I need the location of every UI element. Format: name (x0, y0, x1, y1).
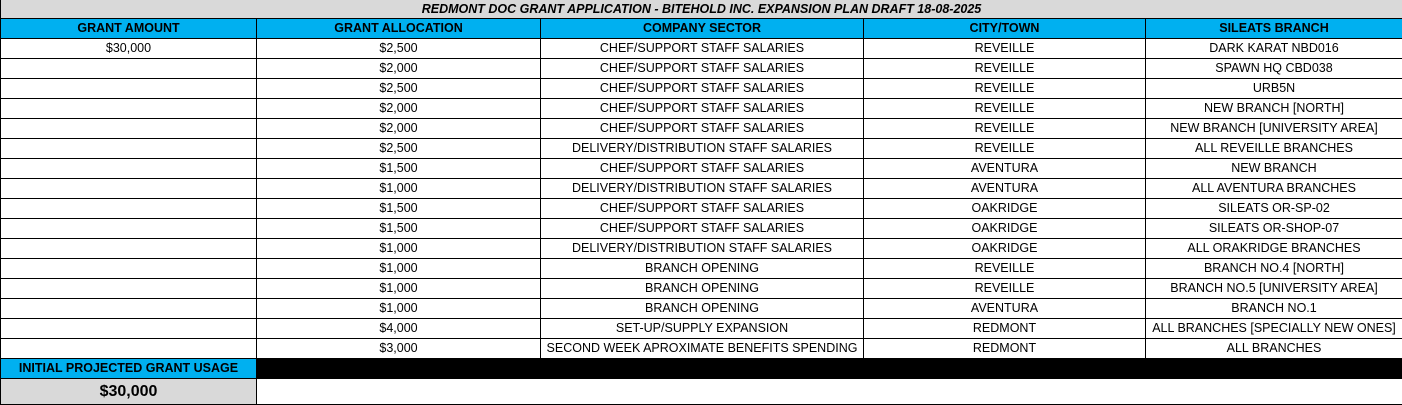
branch-cell[interactable]: NEW BRANCH (1146, 159, 1402, 179)
branch-cell[interactable]: ALL ORAKRIDGE BRANCHES (1146, 239, 1402, 259)
table-row (1, 139, 1402, 159)
table-row (1, 119, 1402, 139)
table-row (1, 99, 1402, 119)
sector-cell[interactable]: DELIVERY/DISTRIBUTION STAFF SALARIES (541, 179, 864, 199)
sector-cell[interactable]: BRANCH OPENING (541, 259, 864, 279)
allocation-cell[interactable]: $1,500 (257, 199, 541, 219)
header-sileats-branch[interactable]: SILEATS BRANCH (1146, 19, 1402, 39)
grant-amount-cell[interactable] (1, 119, 257, 139)
header-row (1, 19, 1402, 39)
grant-amount-cell[interactable] (1, 259, 257, 279)
allocation-cell[interactable]: $2,500 (257, 39, 541, 59)
branch-cell[interactable]: BRANCH NO.5 [UNIVERSITY AREA] (1146, 279, 1402, 299)
header-company-sector[interactable]: COMPANY SECTOR (541, 19, 864, 39)
allocation-cell[interactable]: $2,000 (257, 59, 541, 79)
grant-amount-cell[interactable] (1, 59, 257, 79)
table-row (1, 199, 1402, 219)
sector-cell[interactable]: CHEF/SUPPORT STAFF SALARIES (541, 219, 864, 239)
sector-cell[interactable]: CHEF/SUPPORT STAFF SALARIES (541, 39, 864, 59)
title-row (1, 0, 1402, 19)
branch-cell[interactable]: SPAWN HQ CBD038 (1146, 59, 1402, 79)
city-cell[interactable]: AVENTURA (864, 159, 1146, 179)
city-cell[interactable]: OAKRIDGE (864, 199, 1146, 219)
branch-cell[interactable]: ALL REVEILLE BRANCHES (1146, 139, 1402, 159)
branch-cell[interactable]: BRANCH NO.1 (1146, 299, 1402, 319)
grant-amount-cell[interactable] (1, 279, 257, 299)
grant-amount-cell[interactable] (1, 139, 257, 159)
city-cell[interactable]: REVEILLE (864, 279, 1146, 299)
grant-amount-cell[interactable] (1, 299, 257, 319)
header-city-town[interactable]: CITY/TOWN (864, 19, 1146, 39)
sector-cell[interactable]: BRANCH OPENING (541, 279, 864, 299)
usage-label[interactable]: INITIAL PROJECTED GRANT USAGE (1, 359, 257, 379)
branch-cell[interactable]: NEW BRANCH [UNIVERSITY AREA] (1146, 119, 1402, 139)
grant-amount-cell[interactable] (1, 319, 257, 339)
allocation-cell[interactable]: $1,000 (257, 239, 541, 259)
city-cell[interactable]: REDMONT (864, 319, 1146, 339)
empty-cell[interactable] (257, 379, 1402, 405)
table-row (1, 39, 1402, 59)
city-cell[interactable]: REVEILLE (864, 59, 1146, 79)
table-row (1, 179, 1402, 199)
table-row (1, 239, 1402, 259)
city-cell[interactable]: REVEILLE (864, 79, 1146, 99)
black-fill-cell[interactable] (257, 359, 1402, 379)
grant-amount-cell[interactable] (1, 239, 257, 259)
table-row (1, 79, 1402, 99)
table-row (1, 319, 1402, 339)
branch-cell[interactable]: URB5N (1146, 79, 1402, 99)
allocation-cell[interactable]: $2,000 (257, 119, 541, 139)
sector-cell[interactable]: CHEF/SUPPORT STAFF SALARIES (541, 59, 864, 79)
allocation-cell[interactable]: $2,500 (257, 139, 541, 159)
sector-cell[interactable]: DELIVERY/DISTRIBUTION STAFF SALARIES (541, 139, 864, 159)
sector-cell[interactable]: CHEF/SUPPORT STAFF SALARIES (541, 159, 864, 179)
grant-amount-cell[interactable] (1, 199, 257, 219)
sector-cell[interactable]: CHEF/SUPPORT STAFF SALARIES (541, 199, 864, 219)
table-row (1, 279, 1402, 299)
allocation-cell[interactable]: $1,500 (257, 159, 541, 179)
grant-amount-cell[interactable] (1, 339, 257, 359)
usage-value[interactable]: $30,000 (1, 379, 257, 405)
branch-cell[interactable]: ALL BRANCHES (1146, 339, 1402, 359)
branch-cell[interactable]: SILEATS OR-SP-02 (1146, 199, 1402, 219)
grant-amount-cell[interactable] (1, 159, 257, 179)
sector-cell[interactable]: CHEF/SUPPORT STAFF SALARIES (541, 99, 864, 119)
usage-label-row (1, 359, 1402, 379)
allocation-cell[interactable]: $2,500 (257, 79, 541, 99)
table-row (1, 159, 1402, 179)
table-row (1, 299, 1402, 319)
branch-cell[interactable]: DARK KARAT NBD016 (1146, 39, 1402, 59)
sector-cell[interactable]: SET-UP/SUPPLY EXPANSION (541, 319, 864, 339)
usage-value-row (1, 379, 1402, 405)
city-cell[interactable]: OAKRIDGE (864, 239, 1146, 259)
sector-cell[interactable]: SECOND WEEK APROXIMATE BENEFITS SPENDING (541, 339, 864, 359)
grant-amount-cell[interactable] (1, 179, 257, 199)
sheet-title[interactable]: REDMONT DOC GRANT APPLICATION - BITEHOLD INC. EXPANSION PLAN DRAFT 18-08-2025 (1, 0, 1402, 19)
grant-amount-cell[interactable] (1, 79, 257, 99)
header-grant-amount[interactable]: GRANT AMOUNT (1, 19, 257, 39)
branch-cell[interactable]: NEW BRANCH [NORTH] (1146, 99, 1402, 119)
sector-cell[interactable]: BRANCH OPENING (541, 299, 864, 319)
allocation-cell[interactable]: $3,000 (257, 339, 541, 359)
branch-cell[interactable]: SILEATS OR-SHOP-07 (1146, 219, 1402, 239)
table-row (1, 219, 1402, 239)
sector-cell[interactable]: DELIVERY/DISTRIBUTION STAFF SALARIES (541, 239, 864, 259)
allocation-cell[interactable]: $1,000 (257, 179, 541, 199)
city-cell[interactable]: OAKRIDGE (864, 219, 1146, 239)
allocation-cell[interactable]: $1,500 (257, 219, 541, 239)
city-cell[interactable]: REVEILLE (864, 39, 1146, 59)
table-row (1, 59, 1402, 79)
allocation-cell[interactable]: $4,000 (257, 319, 541, 339)
branch-cell[interactable]: ALL AVENTURA BRANCHES (1146, 179, 1402, 199)
allocation-cell[interactable]: $1,000 (257, 299, 541, 319)
city-cell[interactable]: REVEILLE (864, 139, 1146, 159)
grant-amount-cell[interactable] (1, 219, 257, 239)
city-cell[interactable]: AVENTURA (864, 179, 1146, 199)
branch-cell[interactable]: BRANCH NO.4 [NORTH] (1146, 259, 1402, 279)
allocation-cell[interactable]: $1,000 (257, 279, 541, 299)
allocation-cell[interactable]: $1,000 (257, 259, 541, 279)
branch-cell[interactable]: ALL BRANCHES [SPECIALLY NEW ONES] (1146, 319, 1402, 339)
sector-cell[interactable]: CHEF/SUPPORT STAFF SALARIES (541, 79, 864, 99)
city-cell[interactable]: REVEILLE (864, 99, 1146, 119)
city-cell[interactable]: REVEILLE (864, 259, 1146, 279)
grant-amount-cell[interactable]: $30,000 (1, 39, 257, 59)
city-cell[interactable]: REDMONT (864, 339, 1146, 359)
city-cell[interactable]: REVEILLE (864, 119, 1146, 139)
table-row (1, 339, 1402, 359)
allocation-cell[interactable]: $2,000 (257, 99, 541, 119)
grant-amount-cell[interactable] (1, 99, 257, 119)
city-cell[interactable]: AVENTURA (864, 299, 1146, 319)
header-grant-allocation[interactable]: GRANT ALLOCATION (257, 19, 541, 39)
table-row (1, 259, 1402, 279)
sector-cell[interactable]: CHEF/SUPPORT STAFF SALARIES (541, 119, 864, 139)
